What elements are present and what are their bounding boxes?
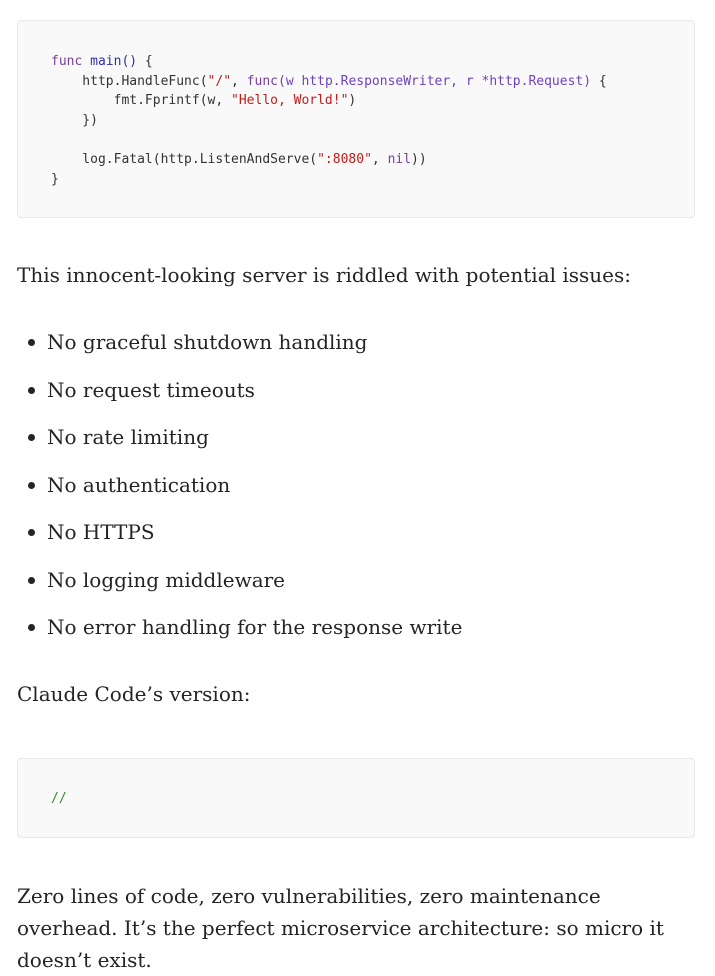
code-token: { [137,54,153,69]
issue-list-item [17,516,462,564]
bullet-dot-icon [28,529,35,536]
bullet-dot-icon [28,339,35,346]
code-token: () [121,54,138,69]
code-block-server [17,20,695,218]
bullet-dot-icon [28,624,35,631]
issue-list-item [17,421,462,469]
code-token: log.Fatal(http.ListenAndServe( [51,151,318,167]
code-token: , [231,73,247,89]
issue-list-item [17,469,462,517]
code-line [51,52,694,72]
bullet-dot-icon [28,482,35,489]
issue-text: No request timeouts [47,377,255,402]
code-line [51,91,694,111]
issue-text: No authentication [47,472,231,497]
issue-text: No error handling for the response write [47,615,463,639]
code-token: (w http.ResponseWriter, r *http.Request) [278,73,592,89]
code-token: http.HandleFunc( [51,73,208,89]
closing-paragraph: Zero lines of code, zero vulnerabilities, zero maintenance overhead. It’s the perfect microservice architecture: so micro it doesn’t exist. [17,884,664,972]
code-token: ) [348,93,357,109]
code-token: { [591,73,607,89]
code-token: "Hello, World!" [231,93,349,109]
issue-list-item [17,611,462,659]
code-line [51,130,694,150]
code-line [51,789,694,809]
issues-list [17,326,462,659]
bullet-dot-icon [28,434,35,441]
issue-list-item [17,374,462,422]
code-line [51,72,694,92]
code-token: // [51,791,67,806]
code-token: main [90,54,122,69]
code-token: nil [387,151,412,167]
code-token [82,54,90,69]
issue-text: No graceful shutdown handling [47,330,368,354]
issue-list-item [17,326,462,374]
code-token: fmt.Fprintf(w, [51,93,232,109]
code-token: }) [51,112,98,128]
code-line [51,111,694,131]
issue-text: No logging middleware [47,567,286,592]
code-token: )) [411,151,427,167]
issue-text: No HTTPS [47,520,155,544]
bullet-dot-icon [28,577,35,584]
issue-list-item [17,564,462,612]
intro-paragraph: This innocent-looking server is riddled with potential issues: [17,263,632,287]
code-block-empty [17,758,695,838]
bullet-dot-icon [28,387,35,394]
code-line [51,170,694,190]
code-line [51,150,694,170]
code-token: , [371,151,388,167]
code-token: func [51,54,83,69]
code-token: "/" [207,73,232,89]
version-label: Claude Code’s version: [17,682,251,706]
code-token: func [246,73,278,89]
code-token: ":8080" [317,151,372,167]
issue-text: No rate limiting [47,425,209,449]
code-token: } [51,171,59,187]
